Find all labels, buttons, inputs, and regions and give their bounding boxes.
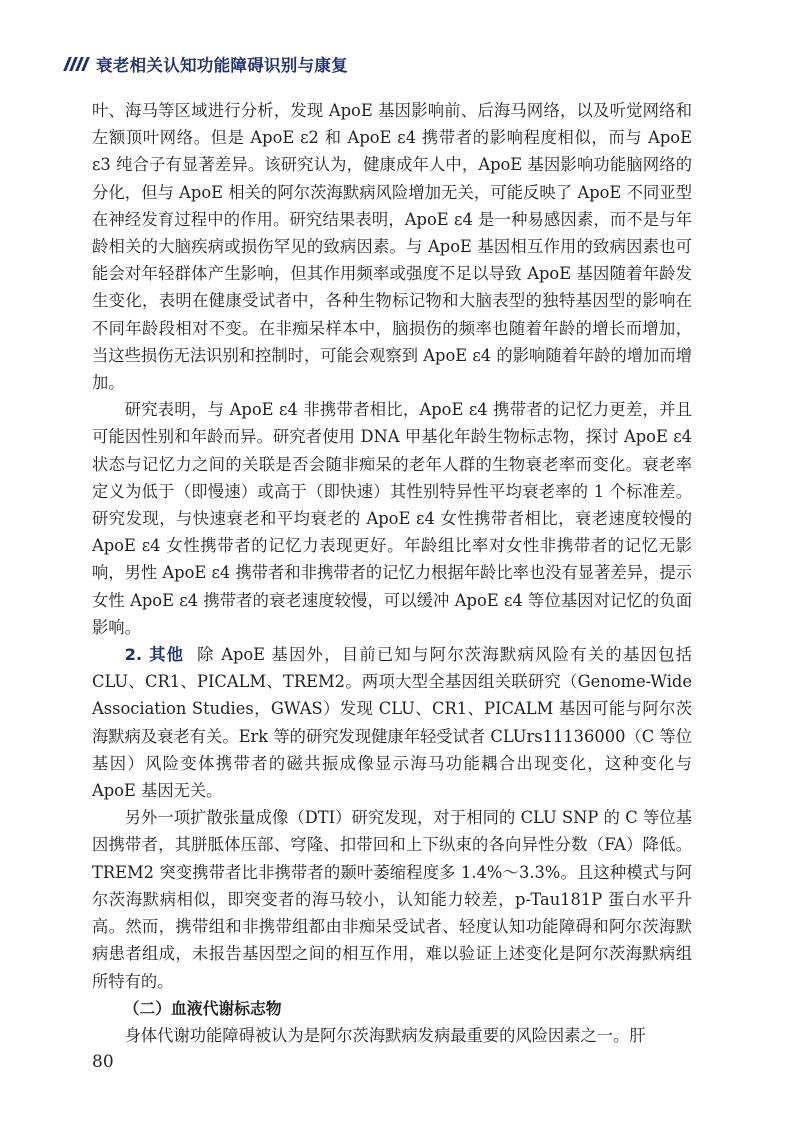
paragraph-4: 另外一项扩散张量成像（DTI）研究发现，对于相同的 CLU SNP 的 C 等位基因携带者，其胼胝体压部、穹隆、扣带回和上下纵束的各向异性分数（FA）降低。TREM2 突变携带者比非携带者的颞叶萎缩程度多 1.4%～3.3%。且这种模式与阿尔茨海默病相似，即突变者的海马较小，认知能力较差，p-Tau181P 蛋白水平升高。然而，携带组和非携带组都由非痴呆受试者、轻度认知功能障碍和阿尔茨海默病患者组成，未报告基因型之间的相互作用，难以验证上述变化是阿尔茨海默病组所特有的。 — [92, 808, 692, 991]
section-number-heading: 2. 其他 — [124, 645, 185, 665]
paragraph-2: 研究表明，与 ApoE ε4 非携带者相比，ApoE ε4 携带者的记忆力更差，并且可能因性别和年龄而异。研究者使用 DNA 甲基化年龄生物标志物，探讨 ApoE ε4 状态与记忆力之间的关联是否会随非痴呆的老年人群的生物衰老率而变化。衰老率定义为低于（即慢速）或高于（即快速）其性别特异性平均衰老率的 1 个标准差。研究发现，与快速衰老和平均衰老的 ApoE ε4 女性携带者相比，衰老速度较慢的 ApoE ε4 女性携带者的记忆力表现更好。年龄组比率对女性非携带者的记忆无影响，男性 ApoE ε4 携带者和非携带者的记忆力根据年龄比率也没有显著差异，提示女性 ApoE ε4 携带者的衰老速度较慢，可以缓冲 ApoE ε4 等位基因对记忆的负面影响。 — [92, 400, 692, 637]
subheading: （二）血液代谢标志物 — [123, 998, 282, 1018]
paragraph-3-text: 除 ApoE 基因外，目前已知与阿尔茨海默病风险有关的基因包括 CLU、CR1、PICALM、TREM2。两项大型全基因组关联研究（Genome-Wide Association Studies，GWAS）发现 CLU、CR1、PICALM 基因可能与阿尔茨海默病及衰老有关。Erk 等的研究发现健康年轻受试者 CLUrs11136000（C 等位基因）风险变体携带者的磁共振成像显示海马功能耦合出现变化，这种变化与 ApoE 基因无关。 — [92, 645, 692, 801]
paragraph-5: 身体代谢功能障碍被认为是阿尔茨海默病发病最重要的风险因素之一。肝 — [124, 1025, 646, 1045]
header-title: 衰老相关认知功能障碍识别与康复 — [96, 56, 348, 75]
paragraph-3 — [92, 641, 692, 804]
page-number: 80 — [92, 1052, 114, 1072]
paragraph-1: 叶、海马等区域进行分析，发现 ApoE 基因影响前、后海马网络，以及听觉网络和左额顶叶网络。但是 ApoE ε2 和 ApoE ε4 携带者的影响程度相似，而与 ApoE ε3 纯合子有显著差异。该研究认为，健康成年人中，ApoE 基因影响功能脑网络的分化，但与 ApoE 相关的阿尔茨海默病风险增加无关，可能反映了 ApoE 不同亚型在神经发育过程中的作用。研究结果表明，ApoE ε4 是一种易感因素，而不是与年龄相关的大脑疾病或损伤罕见的致病因素。与 ApoE 基因相互作用的致病因素也可能会对年轻群体产生影响，但其作用频率或强度不足以导致 ApoE 基因随着年龄发生变化，表明在健康受试者中，各种生物标记物和大脑表型的独特基因型的影响在不同年龄段相对不变。在非痴呆样本中，脑损伤的频率也随着年龄的增长而增加，当这些损伤无法识别和控制时，可能会观察到 ApoE ε4 的影响随着年龄的增加而增加。 — [92, 101, 692, 393]
slash-decoration-icon — [66, 57, 90, 71]
running-header — [66, 52, 348, 76]
body-text — [92, 97, 692, 1049]
